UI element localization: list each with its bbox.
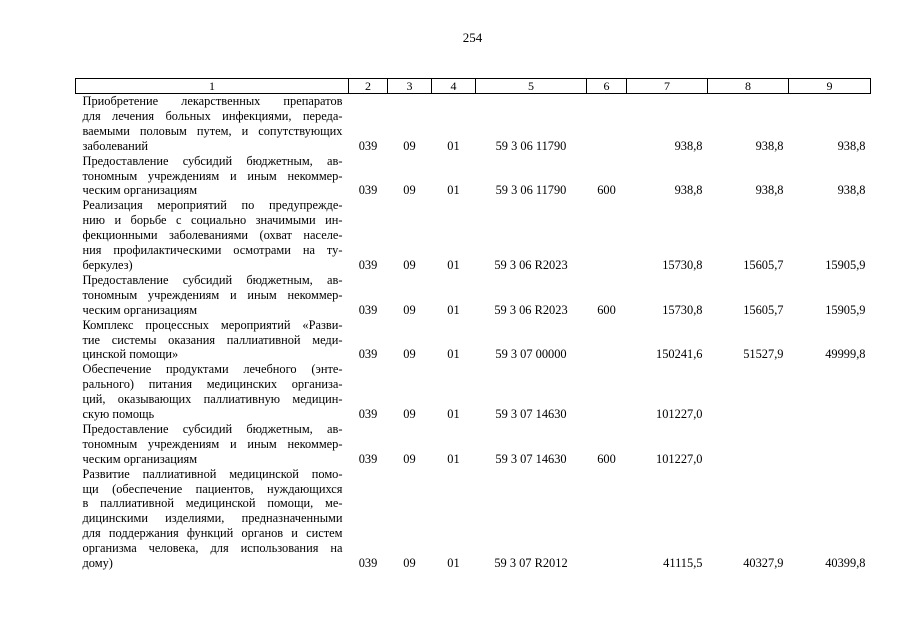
table-cell-col5: 59 3 06 R2023 bbox=[494, 302, 568, 317]
amount-cell-col7: 101227,0 bbox=[656, 451, 703, 466]
amount-cell-col8 bbox=[708, 362, 789, 422]
table-cell-col5: 59 3 07 00000 bbox=[495, 347, 567, 362]
table-row bbox=[76, 318, 871, 363]
table-row bbox=[76, 198, 871, 273]
header-col9: 9 bbox=[789, 79, 871, 94]
table-cell-col6 bbox=[587, 94, 627, 154]
table-cell-col2: 039 bbox=[358, 183, 378, 198]
table-cell-col5: 59 3 07 R2012 bbox=[494, 556, 568, 571]
amount-cell-col8: 15605,7 bbox=[743, 257, 784, 272]
table-cell-col6 bbox=[587, 198, 627, 273]
table-cell-col3: 09 bbox=[403, 138, 416, 153]
amount-cell-col7: 150241,6 bbox=[656, 347, 703, 362]
table-cell-col6 bbox=[587, 467, 627, 571]
table-cell-col3: 09 bbox=[403, 257, 416, 272]
amount-cell-col9: 938,8 bbox=[837, 183, 866, 198]
table-cell-col2: 039 bbox=[358, 302, 378, 317]
activity-name-cell: Обеспечение продуктами лечебного (энте- рального) питания медицинских организа- ций, оказывающих паллиативную медицин- скую помощь bbox=[82, 362, 343, 422]
table-cell-col2: 039 bbox=[358, 347, 378, 362]
amount-cell-col7: 15730,8 bbox=[662, 257, 703, 272]
table-cell-col2: 039 bbox=[358, 257, 378, 272]
table-cell-col5: 59 3 06 11790 bbox=[495, 138, 567, 153]
activity-name-cell: Предоставление субсидий бюджетным, ав- тономным учреждениям и иным некоммер- ческим организациям bbox=[82, 421, 343, 466]
table-cell-col6: 600 bbox=[597, 451, 616, 466]
amount-cell-col7: 938,8 bbox=[674, 138, 703, 153]
amount-cell-col8: 51527,9 bbox=[743, 347, 784, 362]
amount-cell-col9: 49999,8 bbox=[825, 347, 866, 362]
page-number: 254 bbox=[462, 30, 483, 45]
table-cell-col5: 59 3 06 11790 bbox=[495, 183, 567, 198]
activity-name-cell: Предоставление субсидий бюджетным, ав- тономным учреждениям и иным некоммер- ческим организациям bbox=[82, 153, 343, 198]
table-row bbox=[76, 94, 871, 154]
table-cell-col3: 09 bbox=[403, 183, 416, 198]
table-cell-col6 bbox=[587, 362, 627, 422]
header-col4: 4 bbox=[432, 79, 476, 94]
table-cell-col6 bbox=[587, 318, 627, 363]
table-cell-col4: 01 bbox=[447, 138, 460, 153]
table-cell-col3: 09 bbox=[403, 451, 416, 466]
table-cell-col2: 039 bbox=[358, 556, 378, 571]
amount-cell-col7: 41115,5 bbox=[663, 556, 703, 571]
table-cell-col2: 039 bbox=[358, 407, 378, 422]
activity-name-cell: Предоставление субсидий бюджетным, ав- тономным учреждениям и иным некоммер- ческим организациям bbox=[82, 272, 343, 317]
table-cell-col2: 039 bbox=[358, 138, 378, 153]
amount-cell-col9: 40399,8 bbox=[825, 556, 866, 571]
header-col6: 6 bbox=[587, 79, 627, 94]
budget-table bbox=[75, 78, 871, 571]
amount-cell-col9: 15905,9 bbox=[825, 302, 866, 317]
table-cell-col3: 09 bbox=[403, 302, 416, 317]
header-col1: 1 bbox=[76, 79, 349, 94]
table-row bbox=[76, 273, 871, 318]
amount-cell-col9 bbox=[789, 422, 871, 467]
amount-cell-col9 bbox=[789, 362, 871, 422]
table-cell-col3: 09 bbox=[403, 347, 416, 362]
table-cell-col4: 01 bbox=[447, 451, 460, 466]
table-cell-col4: 01 bbox=[447, 556, 460, 571]
table-cell-col4: 01 bbox=[447, 347, 460, 362]
table-row bbox=[76, 422, 871, 467]
header-col7: 7 bbox=[627, 79, 708, 94]
amount-cell-col8 bbox=[708, 422, 789, 467]
table-cell-col6: 600 bbox=[597, 183, 616, 198]
amount-cell-col7: 938,8 bbox=[674, 183, 703, 198]
amount-cell-col8: 938,8 bbox=[755, 138, 784, 153]
amount-cell-col7: 15730,8 bbox=[662, 302, 703, 317]
table-cell-col5: 59 3 07 14630 bbox=[495, 451, 567, 466]
table-cell-col4: 01 bbox=[447, 257, 460, 272]
amount-cell-col8: 40327,9 bbox=[743, 556, 784, 571]
table-row bbox=[76, 362, 871, 422]
header-col5: 5 bbox=[476, 79, 587, 94]
table-cell-col2: 039 bbox=[358, 451, 378, 466]
table-cell-col5: 59 3 07 14630 bbox=[495, 407, 567, 422]
header-col2: 2 bbox=[349, 79, 388, 94]
table-cell-col5: 59 3 06 R2023 bbox=[494, 257, 568, 272]
activity-name-cell: Развитие паллиативной медицинской помо- щи (обеспечение пациентов, нуждающихся в паллиативной медицинской помощи, ме- дицинскими изделиями, предназначенными для поддержания функций органов и систем организма человека, для использования на дому) bbox=[82, 466, 343, 571]
activity-name-cell: Комплекс процессных мероприятий «Разви- тие системы оказания паллиативной меди- цинской помощи» bbox=[82, 317, 343, 362]
activity-name-cell: Приобретение лекарственных препаратов для лечения больных инфекциями, переда- ваемыми половым путем, и сопутствующих заболеваний bbox=[82, 94, 343, 153]
table-cell-col4: 01 bbox=[447, 183, 460, 198]
amount-cell-col9: 15905,9 bbox=[825, 257, 866, 272]
header-col3: 3 bbox=[388, 79, 432, 94]
header-col8: 8 bbox=[708, 79, 789, 94]
table-cell-col3: 09 bbox=[403, 556, 416, 571]
table-cell-col3: 09 bbox=[403, 407, 416, 422]
activity-name-cell: Реализация мероприятий по предупрежде- нию и борьбе с социально значимыми ин- фекционными заболеваниями (охват населе- ния профилактическими осмотрами на ту- беркулез) bbox=[82, 198, 343, 272]
table-cell-col4: 01 bbox=[447, 407, 460, 422]
amount-cell-col8: 938,8 bbox=[755, 183, 784, 198]
table-row bbox=[76, 467, 871, 571]
amount-cell-col8: 15605,7 bbox=[743, 302, 784, 317]
amount-cell-col7: 101227,0 bbox=[656, 407, 703, 422]
table-cell-col6: 600 bbox=[597, 302, 616, 317]
table-cell-col4: 01 bbox=[447, 302, 460, 317]
table-header-row bbox=[76, 79, 871, 94]
table-row bbox=[76, 154, 871, 199]
amount-cell-col9: 938,8 bbox=[837, 138, 866, 153]
